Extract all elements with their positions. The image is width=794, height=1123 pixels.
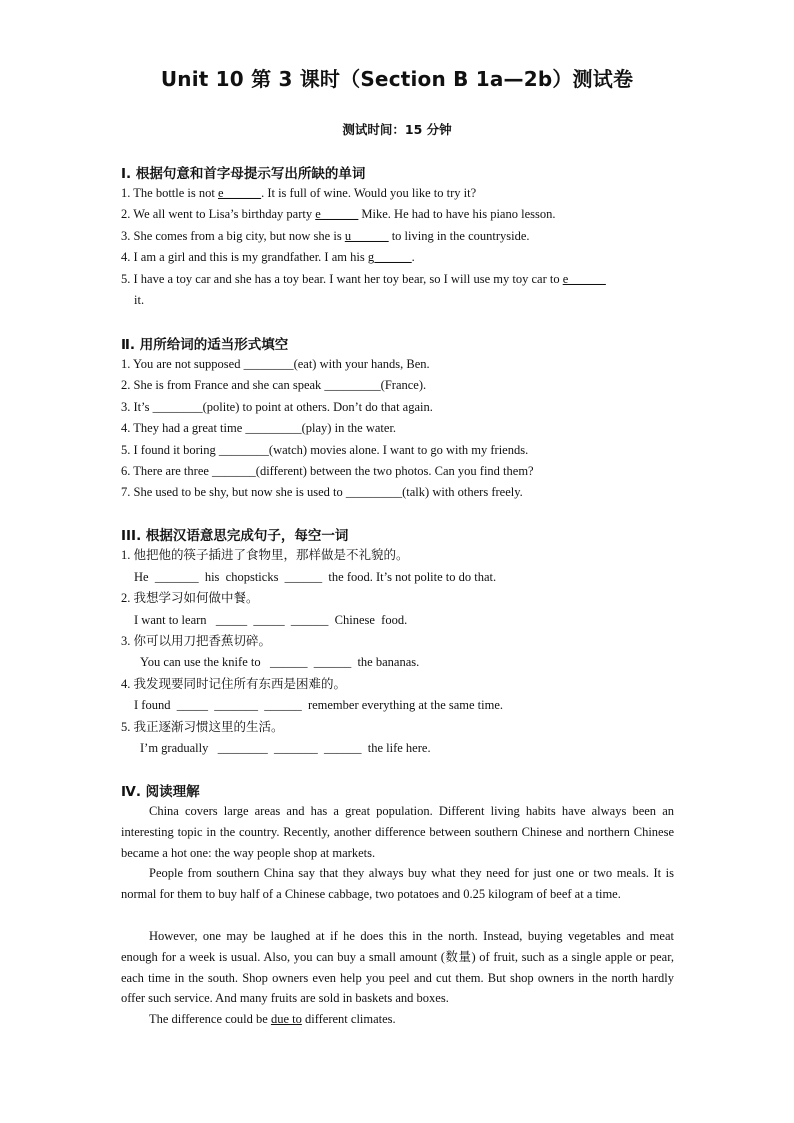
q-text: 1. The bottle is not: [121, 186, 218, 200]
q-text: 3. She comes from a big city, but now she is: [121, 229, 345, 243]
underlined-phrase: due to: [270, 1012, 302, 1026]
q-text: . It is full of wine. Would you like to try it?: [261, 186, 477, 200]
blank: u______: [344, 229, 389, 243]
sec3-q5-chinese: 5. 我正逐渐习惯这里的生活。: [121, 720, 284, 734]
sec3-q3-english: You can use the knife to ______ ______ the bananas.: [140, 655, 420, 669]
sec2-question: 4. They had a great time _________(play) in the water.: [121, 421, 397, 435]
reading-paragraph-2: People from southern China say that they always buy what they need for just one or two meals. It is normal for them to buy half of a Chinese cabbage, two potatoes and 0.25 kilogram of beef at a time.: [121, 866, 674, 901]
sec1-question-3: [121, 228, 530, 244]
section-4-heading: Ⅳ. 阅读理解: [121, 784, 200, 800]
sec3-q4-chinese: 4. 我发现要同时记住所有东西是困难的。: [121, 677, 347, 691]
section-2-heading: Ⅱ. 用所给词的适当形式填空: [121, 337, 289, 353]
sec3-q2-english: I want to learn _____ _____ ______ Chinese food.: [134, 613, 408, 627]
sec1-question-2: [121, 206, 555, 222]
test-time: 测试时间：15 分钟: [342, 122, 452, 137]
sec1-question-4: [121, 249, 415, 265]
sec2-question: 6. There are three _______(different) between the two photos. Can you find them?: [121, 464, 534, 478]
sec2-question: 2. She is from France and she can speak _________(France).: [121, 378, 427, 392]
sec1-question-5: [121, 271, 606, 287]
sec1-question-5-continued: it.: [134, 293, 145, 307]
section-1-heading: Ⅰ. 根据句意和首字母提示写出所缺的单词: [121, 166, 366, 182]
reading-paragraph-4: [121, 1009, 674, 1030]
blank: e______: [562, 272, 606, 286]
sec2-question: 7. She used to be shy, but now she is used to _________(talk) with others freely.: [121, 485, 523, 499]
blank: e______: [218, 186, 262, 200]
page-title: Unit 10 第 3 课时（Section B 1a—2b）测试卷: [160, 67, 634, 91]
sec2-question: 3. It’s ________(polite) to point at others. Don’t do that again.: [121, 400, 433, 414]
sec3-q2-chinese: 2. 我想学习如何做中餐。: [121, 591, 259, 605]
q-text: 2. We all went to Lisa’s birthday party: [121, 207, 316, 221]
reading-paragraph-1: China covers large areas and has a great population. Different living habits have always been an interesting topic in the country. Recently, another difference between southern Chinese and northern Chinese became a hot one: the way people shop at markets.: [121, 804, 674, 860]
sec1-question-1: [121, 185, 476, 201]
sec2-question: 1. You are not supposed ________(eat) with your hands, Ben.: [121, 357, 430, 371]
sec3-q5-english: I’m gradually ________ _______ ______ the life here.: [140, 741, 431, 755]
sec3-q3-chinese: 3. 你可以用刀把香蕉切碎。: [121, 634, 272, 648]
sec3-q1-english: He _______ his chopsticks ______ the food. It’s not polite to do that.: [134, 570, 497, 584]
blank: g______: [367, 250, 412, 264]
q-text: to living in the countryside.: [388, 229, 530, 243]
section-3-heading: III. 根据汉语意思完成句子，每空一词: [121, 528, 349, 544]
sec3-q1-chinese: 1. 他把他的筷子插进了食物里，那样做是不礼貌的。: [121, 548, 409, 562]
q-text: Mike. He had to have his piano lesson.: [358, 207, 556, 221]
sec2-question: 5. I found it boring ________(watch) movies alone. I want to go with my friends.: [121, 443, 529, 457]
blank: e______: [315, 207, 359, 221]
q-text: 4. I am a girl and this is my grandfather. I am his: [121, 250, 368, 264]
q-text: .: [411, 250, 415, 264]
sec3-q4-english: I found _____ _______ ______ remember everything at the same time.: [134, 698, 504, 712]
q-text: 5. I have a toy car and she has a toy bear. I want her toy bear, so I will use my toy car to: [121, 272, 563, 286]
p4-text: different climates.: [301, 1012, 396, 1026]
reading-paragraph-3: However, one may be laughed at if he does this in the north. Instead, buying vegetables and meat enough for a week is usual. Also, you can buy a small amount (数量) of fruit, such as a single apple or pear, each time in the south. Shop owners even help you peel and cut them. But shop owners in the north hardly offer such service. And many fruits are sold in baskets and boxes.: [121, 929, 674, 1006]
p4-text: The difference could be: [149, 1012, 271, 1026]
